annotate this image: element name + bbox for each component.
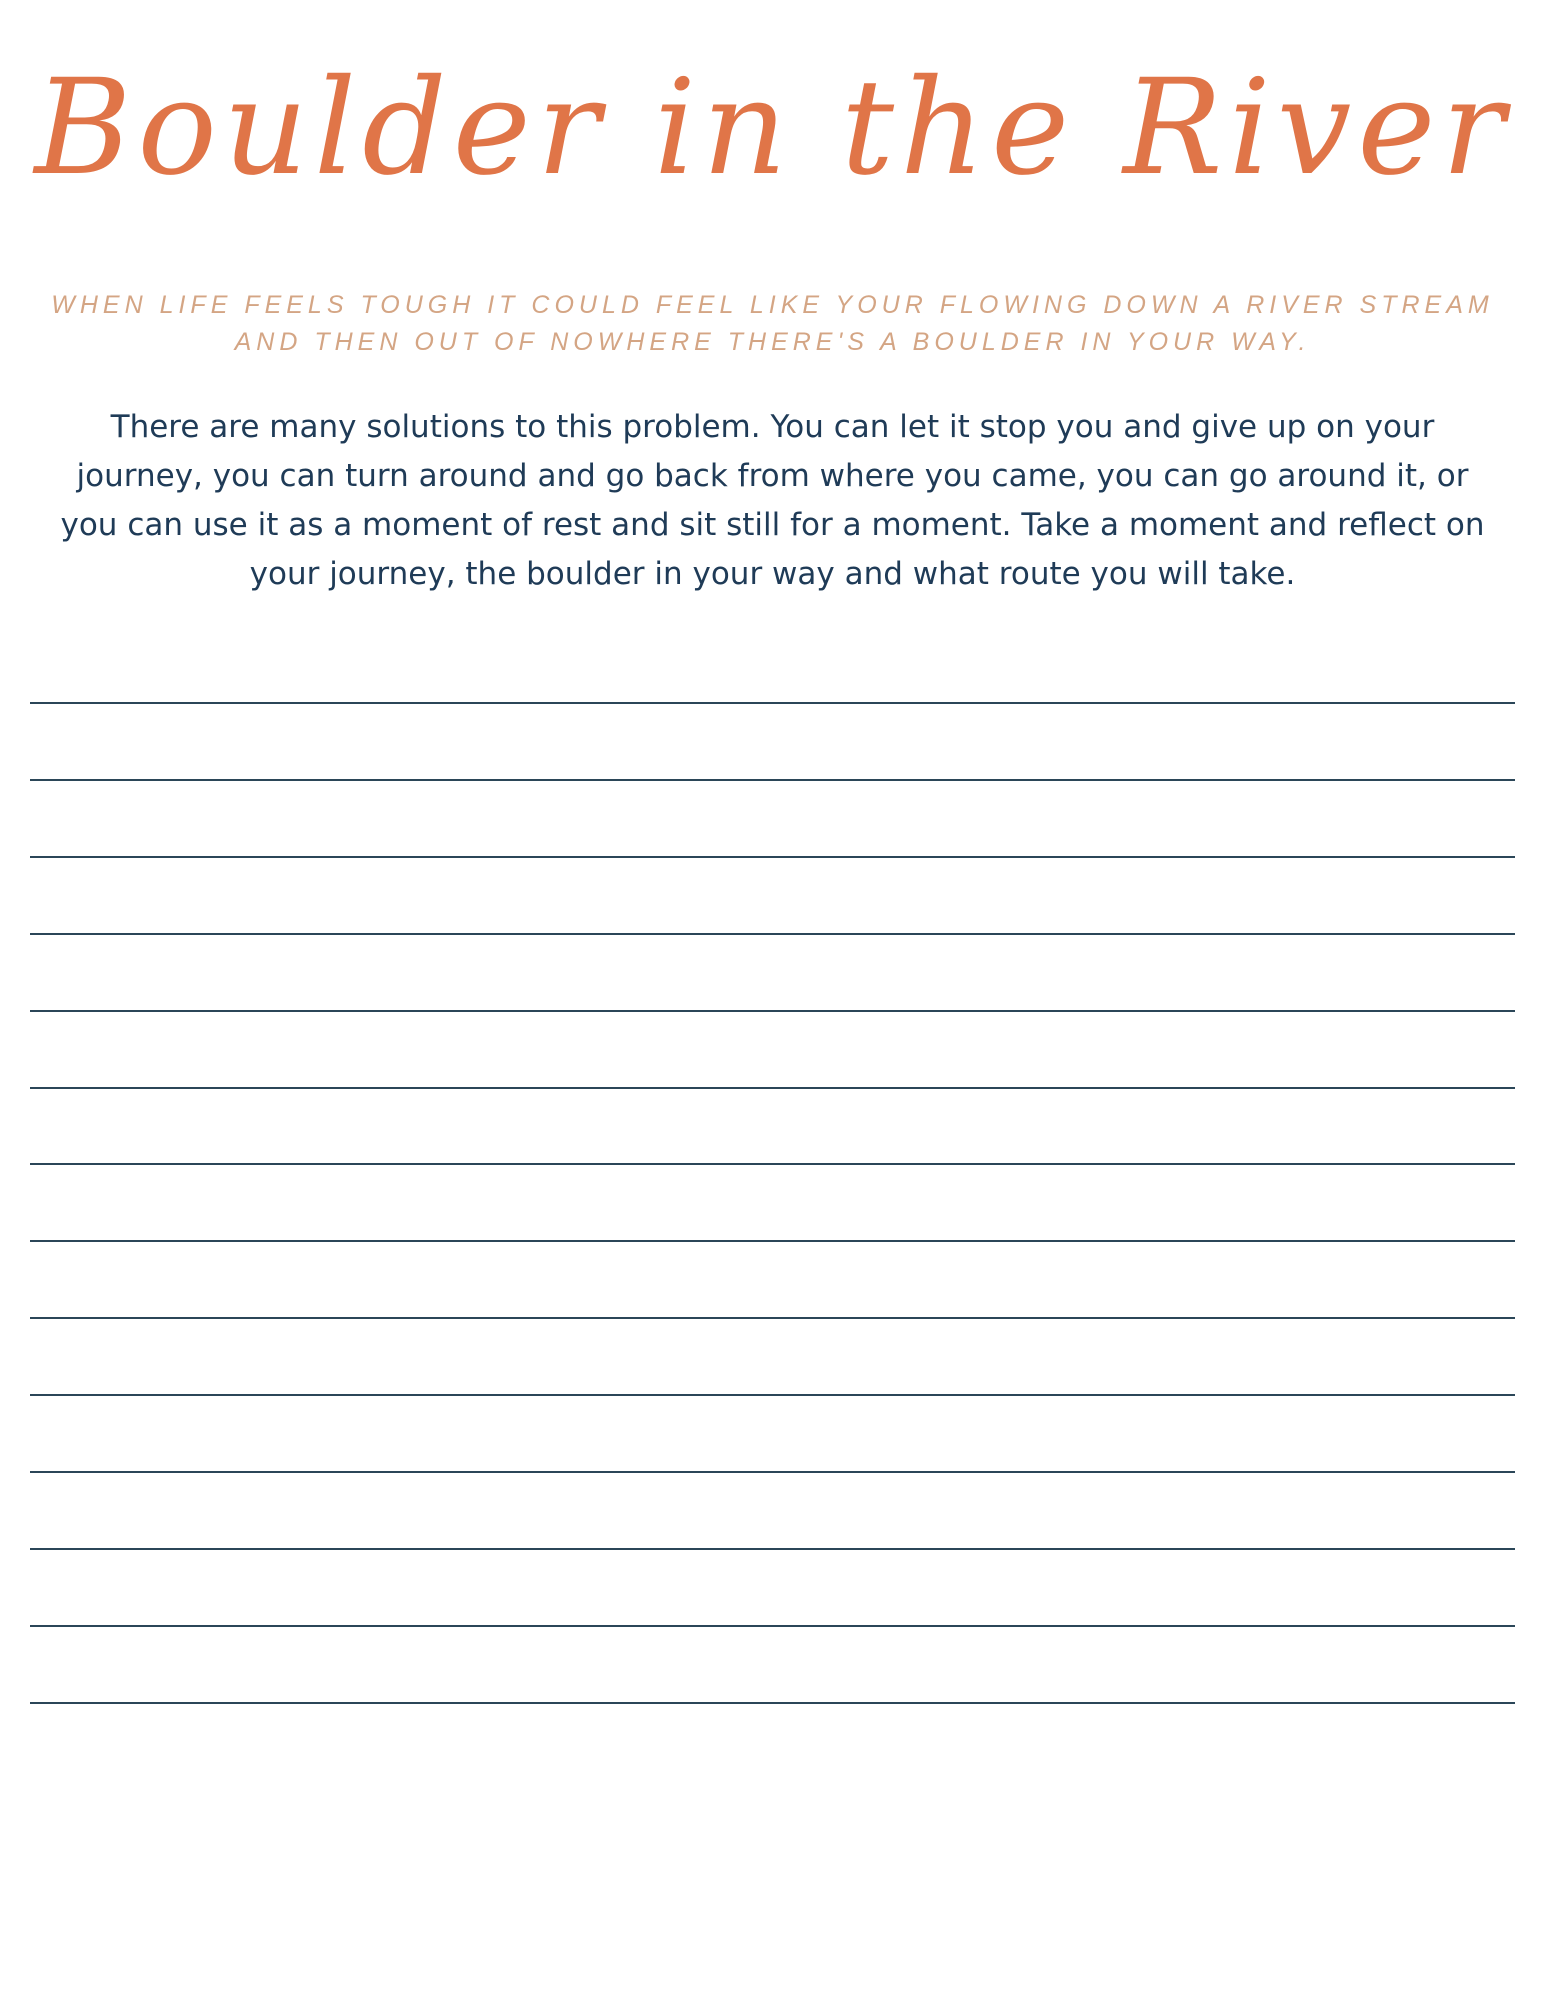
writing-line xyxy=(30,933,1515,935)
subtitle: WHEN LIFE FEELS TOUGH IT COULD FEEL LIKE YOUR FLOWING DOWN A RIVER STREAM AND THEN OUT OF NOWHERE THERE'S A BOULDER IN YOUR WAY. xyxy=(51,291,1494,356)
writing-line xyxy=(30,702,1515,704)
writing-lines xyxy=(30,0,1515,2000)
writing-line xyxy=(30,1010,1515,1012)
writing-line xyxy=(30,1548,1515,1550)
writing-line xyxy=(30,779,1515,781)
writing-line xyxy=(30,1394,1515,1396)
intro-paragraph: There are many solutions to this problem. You can let it stop you and give up on your journey, you can turn around and go back from where you came, you can go around it, or you can use it as a moment of rest and sit still for a moment. Take a moment and reflect on your journey, the boulder in your way and what route you will take. xyxy=(60,409,1485,592)
writing-line xyxy=(30,1471,1515,1473)
page-title: Boulder in the River xyxy=(34,51,1511,205)
writing-line xyxy=(30,1317,1515,1319)
writing-line xyxy=(30,856,1515,858)
writing-line xyxy=(30,1240,1515,1242)
writing-line xyxy=(30,1163,1515,1165)
writing-line xyxy=(30,1702,1515,1704)
writing-line xyxy=(30,1087,1515,1089)
writing-line xyxy=(30,1625,1515,1627)
